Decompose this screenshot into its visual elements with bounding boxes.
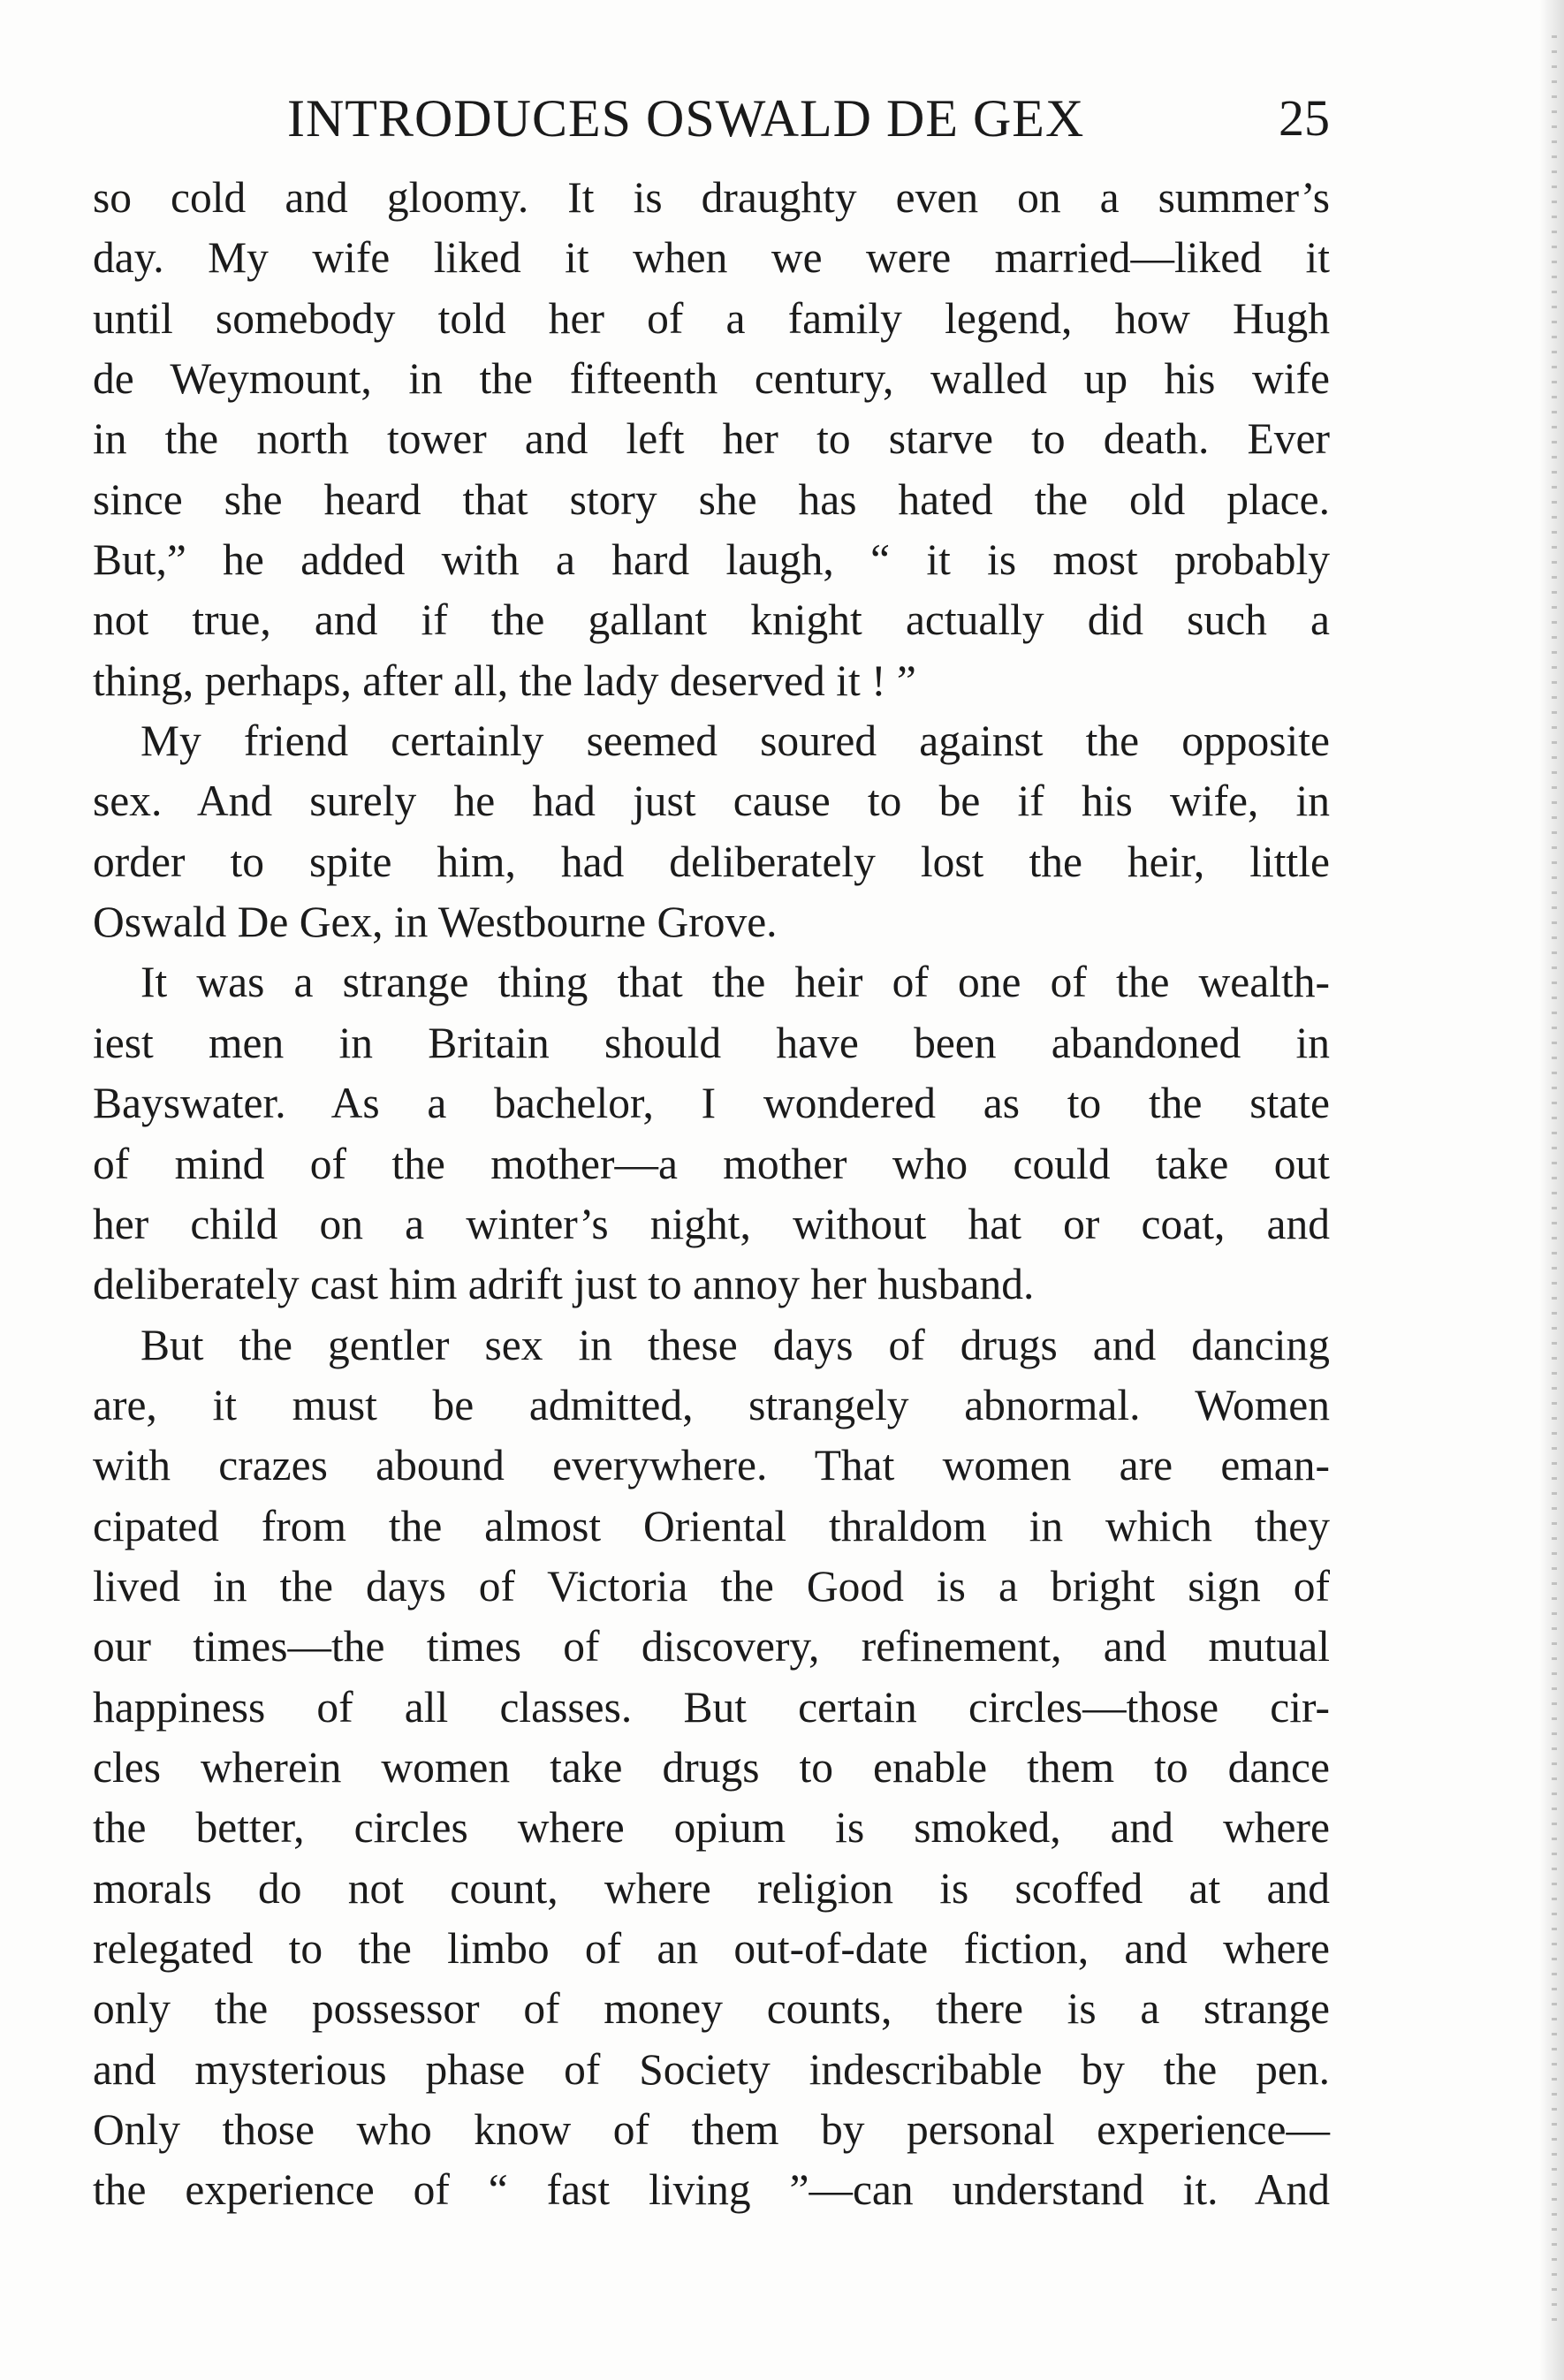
text-line: cipated from the almost Oriental thraldom in which they xyxy=(93,1501,1330,1550)
text-line: her child on a winter’s night, without hat or coat, and xyxy=(93,1199,1330,1248)
text-line: Bayswater. As a bachelor, I wondered as to the state xyxy=(93,1079,1330,1128)
body-text xyxy=(93,168,1330,2221)
text-line: relegated to the limbo of an out-of-date fiction, and where xyxy=(93,1923,1330,1973)
paragraph-first-line: But the gentler sex in these days of drugs and dancing xyxy=(140,1320,1330,1369)
text-line: deliberately cast him adrift just to annoy her husband. xyxy=(93,1260,1035,1309)
text-line: in the north tower and left her to starve to death. Ever xyxy=(93,414,1330,464)
text-line: our times—the times of discovery, refinement, and mutual xyxy=(93,1622,1330,1671)
text-line: iest men in Britain should have been abandoned in xyxy=(93,1018,1330,1067)
text-line: are, it must be admitted, strangely abnormal. Women xyxy=(93,1380,1330,1429)
text-line: of mind of the mother—a mother who could take out xyxy=(93,1139,1330,1188)
text-line: since she heard that story she has hated the old place. xyxy=(93,474,1330,524)
text-line: cles wherein women take drugs to enable them to dance xyxy=(93,1742,1330,1792)
text-line: But,” he added with a hard laugh, “ it is most probably xyxy=(93,535,1330,585)
text-line: order to spite him, had deliberately lost the heir, little xyxy=(93,837,1330,886)
text-line: lived in the days of Victoria the Good is a bright sign of xyxy=(93,1561,1330,1611)
running-head: INTRODUCES OSWALD DE GEX xyxy=(287,89,1085,148)
text-line: Only those who know of them by personal experience— xyxy=(93,2105,1330,2154)
text-line: the better, circles where opium is smoked, and where xyxy=(93,1803,1330,1853)
text-line: the experience of “ fast living ”—can understand it. And xyxy=(93,2165,1330,2215)
text-line: morals do not count, where religion is scoffed at and xyxy=(93,1863,1330,1913)
text-line: thing, perhaps, after all, the lady deserved it ! ” xyxy=(93,656,916,705)
text-line: de Weymount, in the fifteenth century, walled up his wife xyxy=(93,354,1330,404)
text-line: and mysterious phase of Society indescribable by the pen. xyxy=(93,2044,1330,2094)
scan-edge-noise xyxy=(1552,35,1557,2332)
page-header xyxy=(93,88,1330,150)
paragraph-first-line: My friend certainly seemed soured against the opposite xyxy=(140,716,1330,766)
text-line: happiness of all classes. But certain circles—those cir- xyxy=(93,1682,1330,1732)
text-line: only the possessor of money counts, there is a strange xyxy=(93,1984,1330,2034)
text-line: with crazes abound everywhere. That women are eman- xyxy=(93,1441,1330,1490)
page-number: 25 xyxy=(1279,89,1330,147)
text-line: so cold and gloomy. It is draughty even on a summer’s xyxy=(93,173,1330,222)
text-line: Oswald De Gex, in Westbourne Grove. xyxy=(93,898,778,947)
text-line: sex. And surely he had just cause to be if his wife, in xyxy=(93,777,1330,826)
text-line: not true, and if the gallant knight actually did such a xyxy=(93,595,1330,645)
text-line: day. My wife liked it when we were married—liked it xyxy=(93,233,1330,283)
paragraph-first-line: It was a strange thing that the heir of one of the wealth- xyxy=(140,958,1330,1007)
text-line: until somebody told her of a family legend, how Hugh xyxy=(93,293,1330,343)
